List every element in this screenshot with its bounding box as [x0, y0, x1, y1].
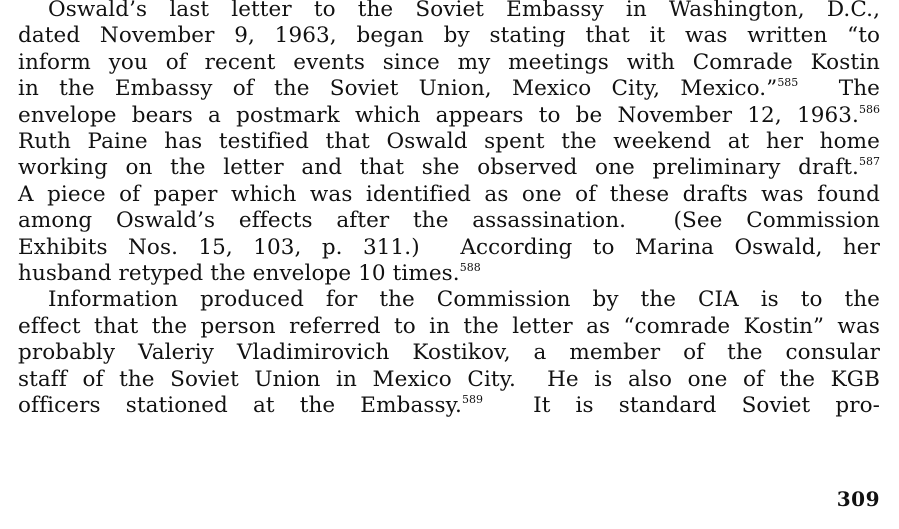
footnote-marker: 588 — [459, 261, 481, 275]
text-line: among Oswald’s effects after the assassination. (See Commission — [18, 208, 880, 234]
paragraph-oswald-letter — [18, 0, 880, 287]
page-number: 309 — [836, 487, 880, 511]
text-line: Information produced for the Commission by the CIA is to the — [48, 287, 880, 313]
text-line: officers stationed at the Embassy.$^{589}$ It is standard Soviet pro- — [18, 393, 880, 419]
text-line: in the Embassy of the Soviet Union, Mexico City, Mexico.”$^{585}$ The — [18, 76, 880, 102]
text-line: effect that the person referred to in the letter as “comrade Kostin” was — [18, 313, 880, 339]
text-line: Oswald’s last letter to the Soviet Embassy in Washington, D.C., — [48, 0, 880, 22]
text-line: husband retyped the envelope 10 times.$^{588}$ — [18, 261, 481, 287]
footnote-marker: 589 — [461, 393, 483, 407]
footnote-marker: 586 — [859, 102, 880, 116]
text-line: probably Valeriy Vladimirovich Kostikov, a member of the consular — [18, 340, 880, 366]
document-page — [18, 0, 880, 529]
text-line: Ruth Paine has testified that Oswald spent the weekend at her home — [18, 129, 880, 155]
footnote-marker: 585 — [777, 76, 799, 90]
text-line: A piece of paper which was identified as one of these drafts was found — [18, 181, 880, 207]
text-line: dated November 9, 1963, began by stating that it was written “to — [18, 23, 880, 49]
text-line: staff of the Soviet Union in Mexico City. He is also one of the KGB — [18, 366, 880, 392]
paragraph-cia-information — [18, 287, 880, 419]
text-line: inform you of recent events since my meetings with Comrade Kostin — [18, 49, 880, 75]
text-line: working on the letter and that she observed one preliminary draft.$^{587}$ — [18, 155, 880, 181]
footnote-marker: 587 — [859, 155, 880, 169]
text-line: envelope bears a postmark which appears to be November 12, 1963.$^{586}$ — [18, 102, 880, 128]
text-line: Exhibits Nos. 15, 103, p. 311.) According to Marina Oswald, her — [18, 234, 880, 260]
